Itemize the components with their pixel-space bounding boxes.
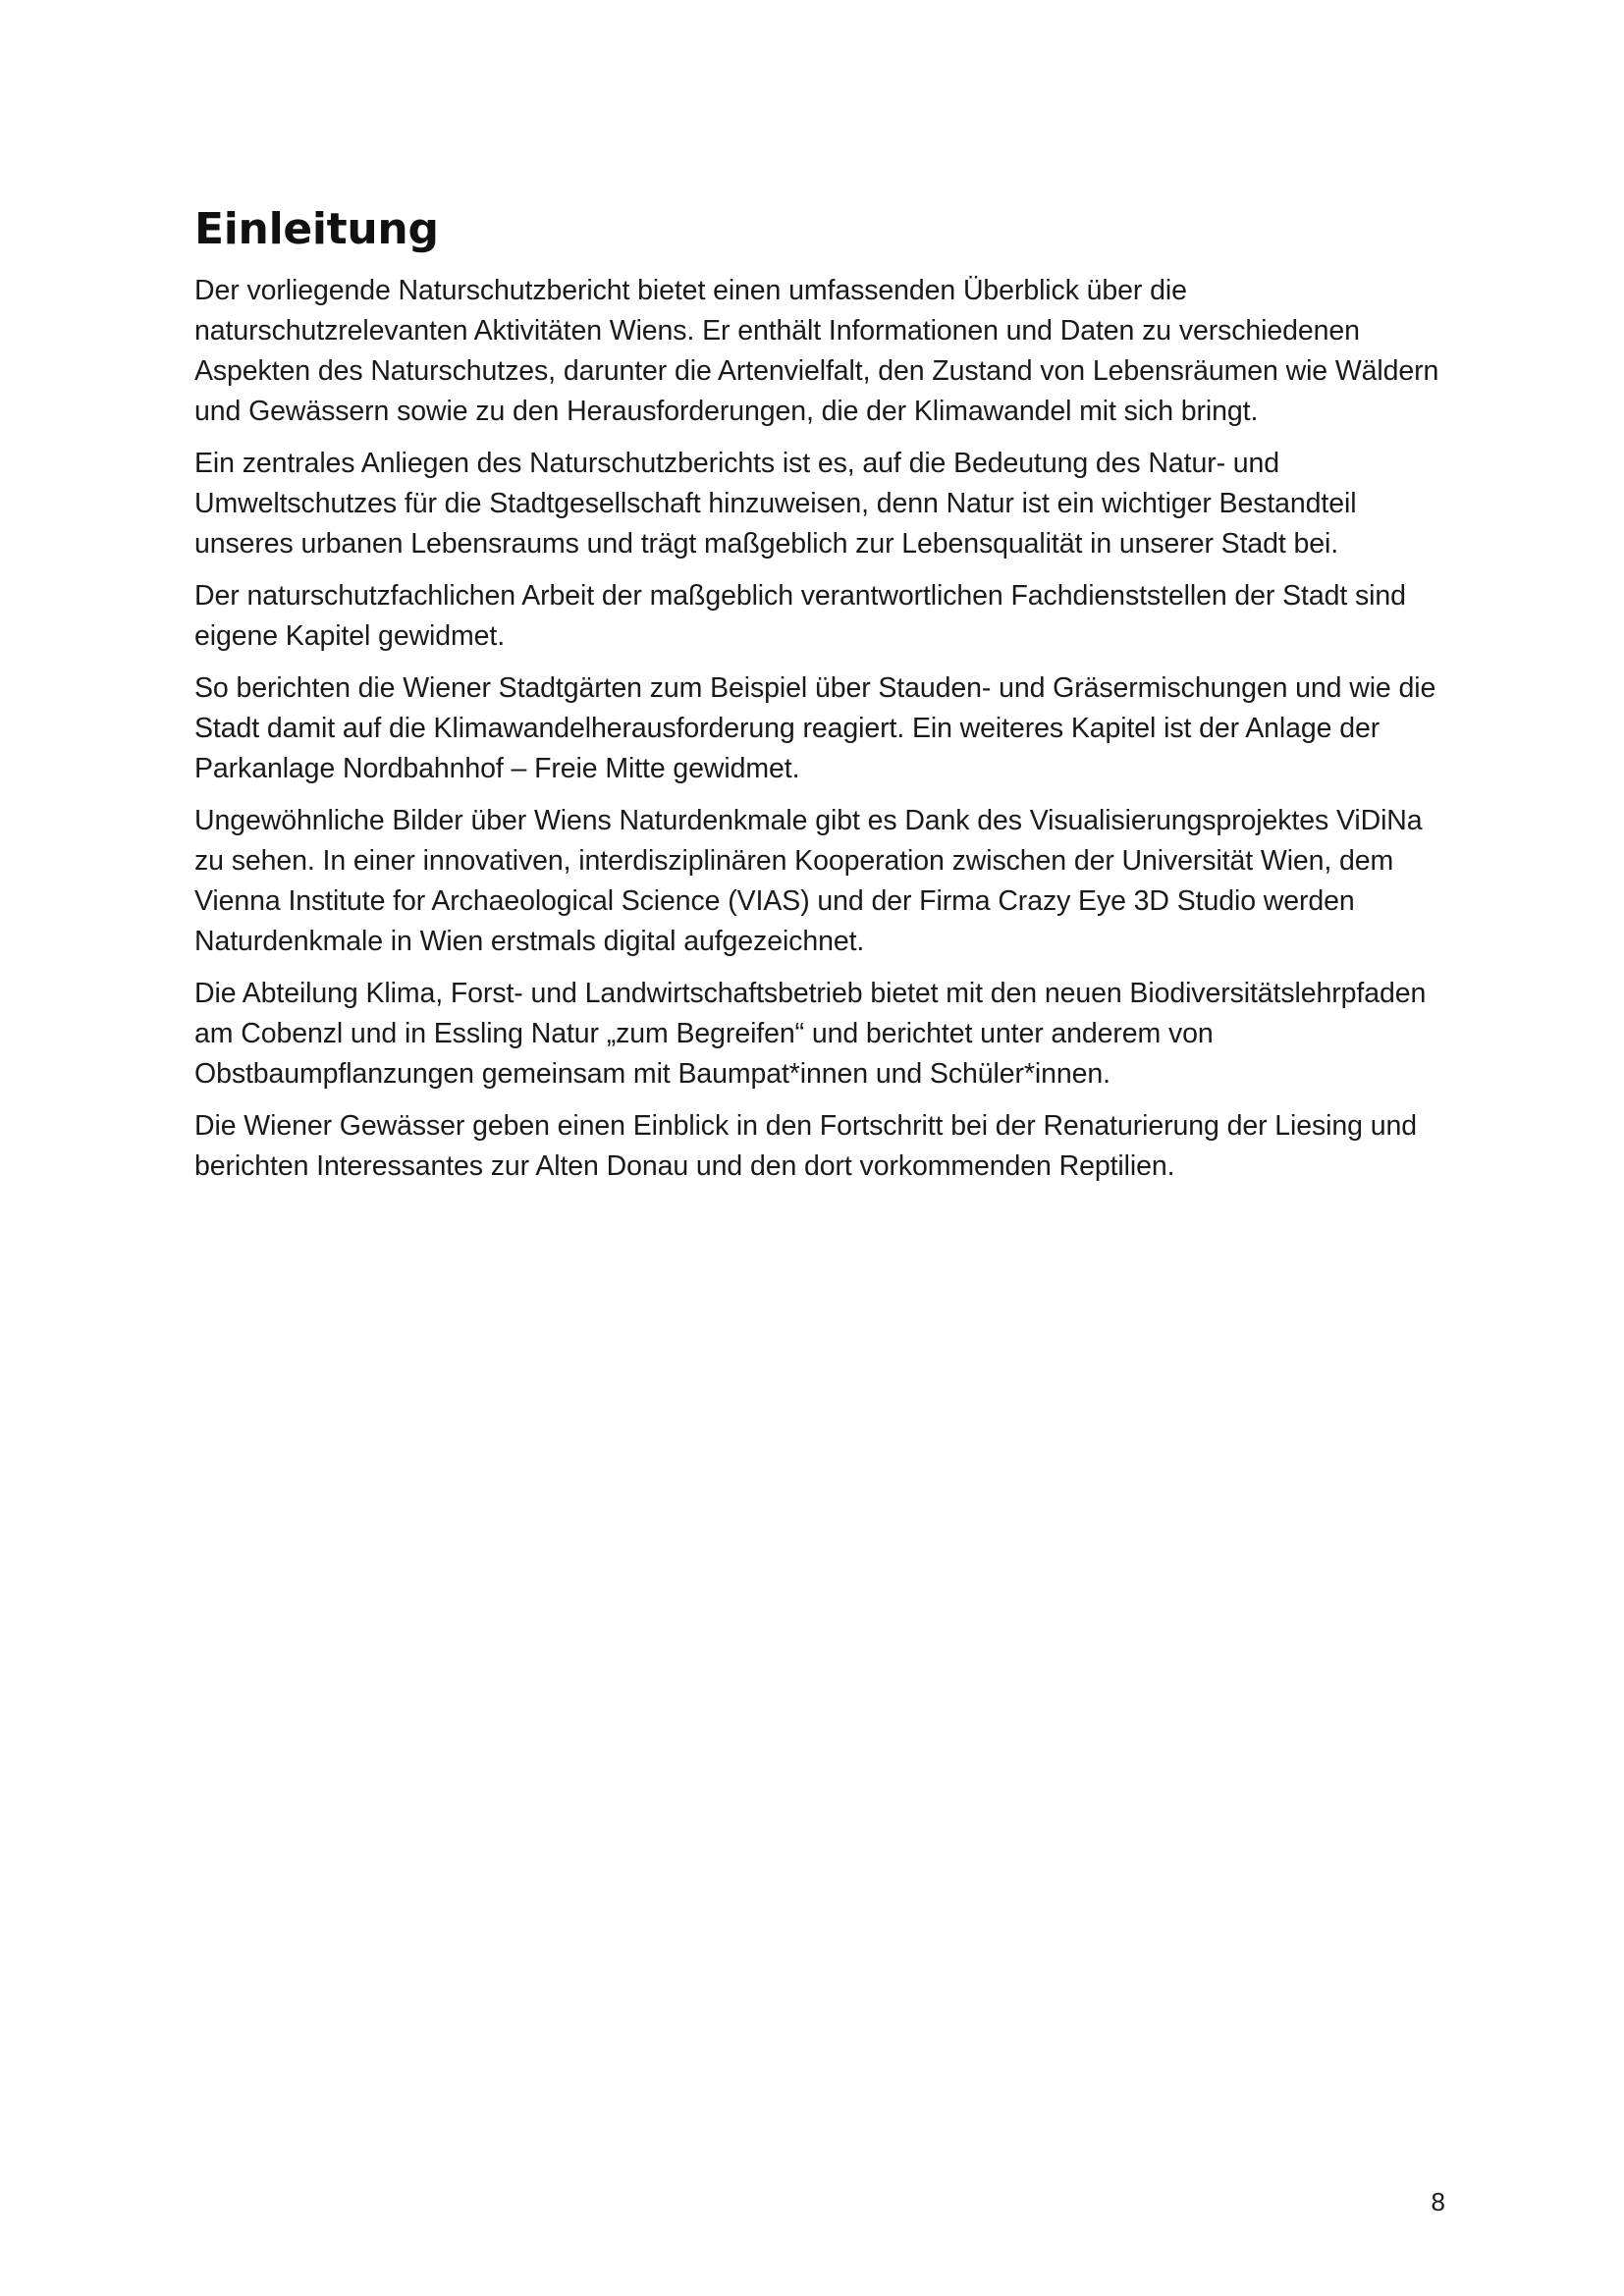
paragraph: Die Abteilung Klima, Forst- und Landwirtschaftsbetrieb bietet mit den neuen Biodiversitätslehrpfaden am Cobenzl und in Essling Natur „zum Begreifen“ und berichtet unter anderem von Obstbaumpflanzungen gemeinsam mit Baumpat*innen und Schüler*innen. bbox=[194, 978, 1427, 1090]
paragraph: So berichten die Wiener Stadtgärten zum Beispiel über Stauden- und Gräsermischungen und wie die Stadt damit auf die Klimawandelherausforderung reagiert. Ein weiteres Kapitel ist der Anlage der Parkanlage Nordbahnhof – Freie Mitte gewidmet. bbox=[194, 672, 1436, 784]
paragraph: Ein zentrales Anliegen des Naturschutzberichts ist es, auf die Bedeutung des Natur- und Umweltschutzes für die Stadtgesellschaft hinzuweisen, denn Natur ist ein wichtiger Bestandteil unseres urbanen Lebensraums und trägt maßgeblich zur Lebensqualität in unserer Stadt bei. bbox=[194, 448, 1357, 560]
page-content bbox=[194, 200, 1441, 1199]
page-number: 8 bbox=[1431, 2187, 1445, 2216]
paragraph: Der naturschutzfachlichen Arbeit der maßgeblich verantwortlichen Fachdienststellen der Stadt sind eigene Kapitel gewidmet. bbox=[194, 580, 1406, 652]
paragraph: Die Wiener Gewässer geben einen Einblick in den Fortschritt bei der Renaturierung der Liesing und berichten Interessantes zur Alten Donau und den dort vorkommenden Reptilien. bbox=[194, 1110, 1417, 1182]
paragraph: Ungewöhnliche Bilder über Wiens Naturdenkmale gibt es Dank des Visualisierungsprojektes ViDiNa zu sehen. In einer innovativen, interdisziplinären Kooperation zwischen der Universität Wien, dem Vienna Institute for Archaeological Science (VIAS) und der Firma Crazy Eye 3D Studio werden Naturdenkmale in Wien erstmals digital aufgezeichnet. bbox=[194, 805, 1423, 957]
page-title: Einleitung bbox=[194, 204, 439, 254]
paragraph: Der vorliegende Naturschutzbericht bietet einen umfassenden Überblick über die naturschutzrelevanten Aktivitäten Wiens. Er enthält Informationen und Daten zu verschiedenen Aspekten des Naturschutzes, darunter die Artenvielfalt, den Zustand von Lebensräumen wie Wäldern und Gewässern sowie zu den Herausforderungen, die der Klimawandel mit sich bringt. bbox=[194, 275, 1439, 427]
